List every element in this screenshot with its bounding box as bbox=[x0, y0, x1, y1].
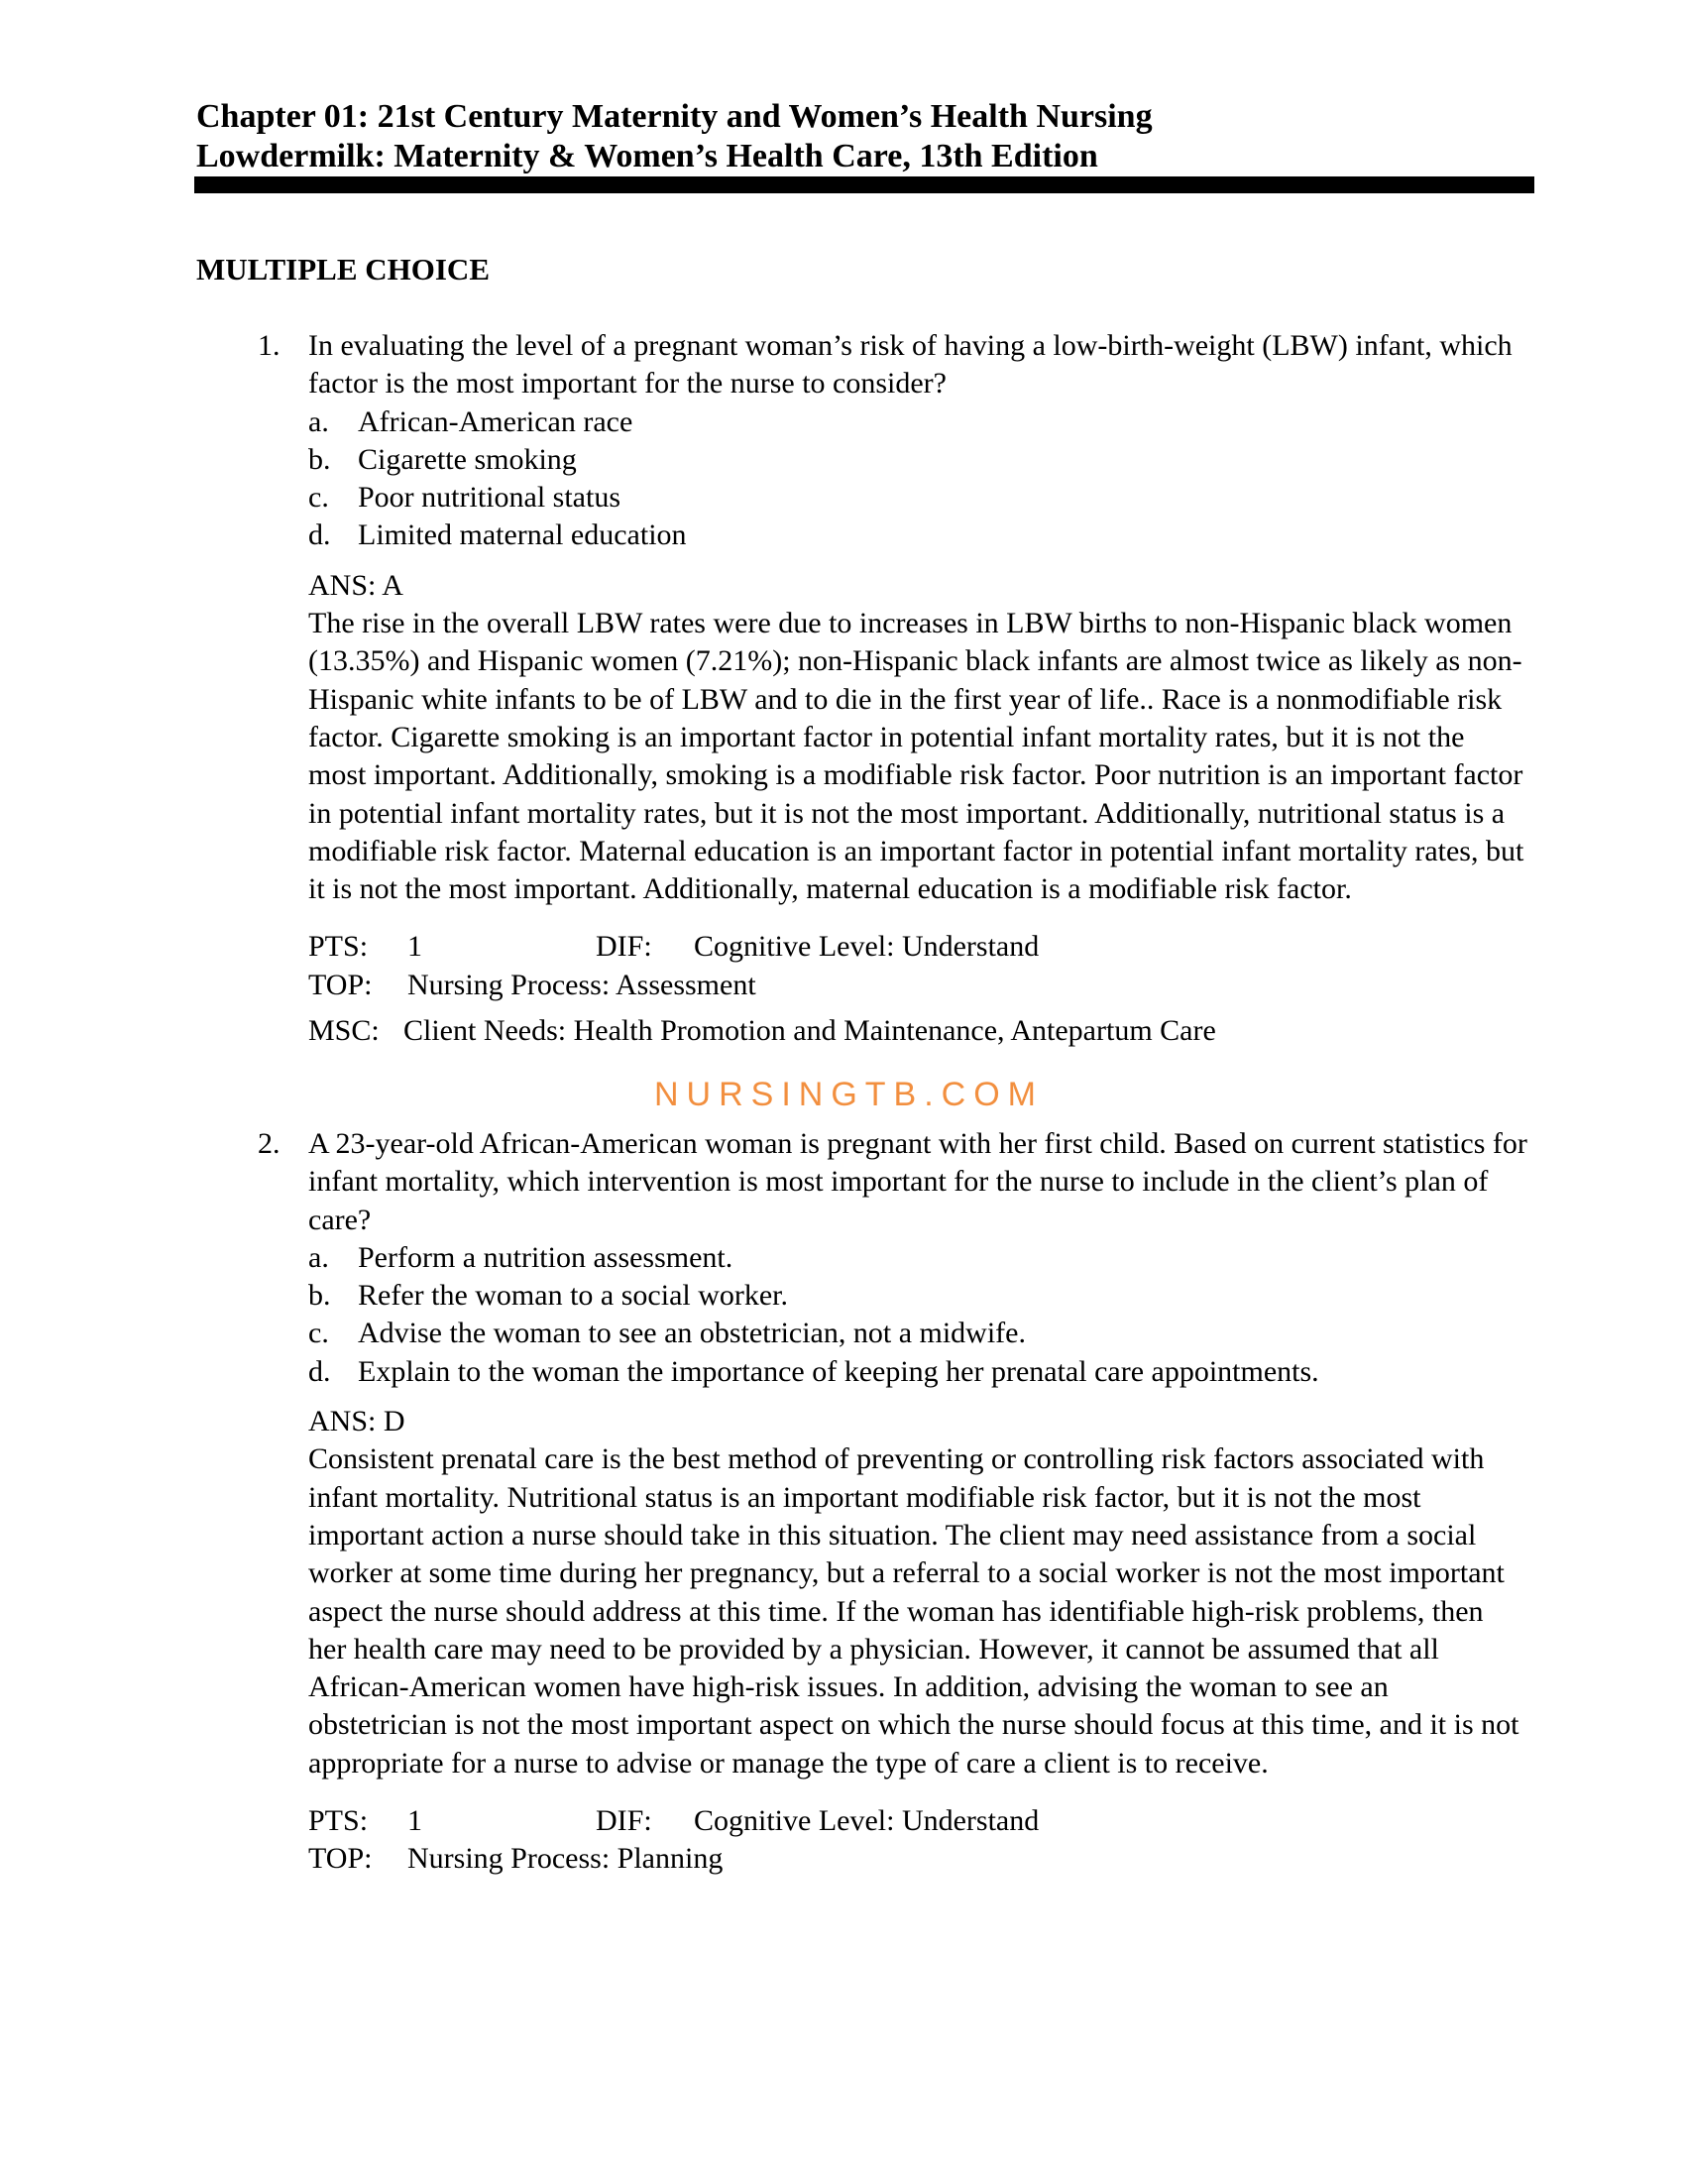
question-stem: In evaluating the level of a pregnant woman’s risk of having a low-birth-weight (LBW) infant, which factor is the most important for the nurse to consider? bbox=[308, 329, 1513, 401]
option-letter: d. bbox=[308, 518, 331, 552]
option-c bbox=[308, 479, 1546, 517]
answer: ANS: D bbox=[308, 1405, 405, 1438]
option-text: Poor nutritional status bbox=[358, 481, 620, 515]
top-label: TOP: bbox=[308, 1842, 373, 1876]
pts-dif-row bbox=[308, 1802, 1546, 1840]
option-text: Cigarette smoking bbox=[358, 442, 577, 476]
option-text: Refer the woman to a social worker. bbox=[358, 1279, 789, 1313]
book-title: Lowdermilk: Maternity & Women’s Health Care, 13th Edition bbox=[196, 138, 1098, 174]
rationale: Consistent prenatal care is the best method of preventing or controlling risk factors associated with infant mortality. Nutritional status is an important modifiable risk factor, but it is not the most important action a nurse should take in this situation. The client may need assistance from a social worker at some time during her pregnancy, but a referral to a social worker is not the most important aspect the nurse should address at this time. If the woman has identifiable high-risk problems, then her health care may need to be provided by a physician. However, it cannot be assumed that all African-American women have high-risk issues. In addition, advising the woman to see an obstetrician is not the most important aspect on which the nurse should focus at this time, and it is not appropriate for a nurse to advise or manage the type of care a client is to receive. bbox=[308, 1442, 1519, 1780]
option-b bbox=[308, 1277, 1546, 1315]
top-value: Nursing Process: Assessment bbox=[407, 968, 756, 1001]
option-d bbox=[308, 517, 1546, 554]
top-row bbox=[308, 1840, 1546, 1878]
option-text: Limited maternal education bbox=[358, 518, 687, 552]
msc-label: MSC: bbox=[308, 1014, 380, 1048]
option-letter: b. bbox=[308, 1279, 331, 1313]
option-d bbox=[308, 1353, 1546, 1391]
option-letter: c. bbox=[308, 481, 329, 515]
pts-label: PTS: bbox=[308, 930, 369, 964]
rationale: The rise in the overall LBW rates were due to increases in LBW births to non-Hispanic black women (13.35%) and Hispanic women (7.21%); non-Hispanic black infants are almost twice as likely as non-Hispanic white infants to be of LBW and to die in the first year of life.. Race is a nonmodifiable risk factor. Cigarette smoking is an important factor in potential infant mortality rates, but it is not the most important. Additionally, smoking is a modifiable risk factor. Poor nutrition is an important factor in potential infant mortality rates, but it is not the most important. Additionally, nutritional status is a modifiable risk factor. Maternal education is an important factor in potential infant mortality rates, but it is not the most important. Additionally, maternal education is a modifiable risk factor. bbox=[308, 607, 1524, 906]
option-a bbox=[308, 1239, 1546, 1277]
option-text: Explain to the woman the importance of keeping her prenatal care appointments. bbox=[358, 1354, 1319, 1388]
question-number: 2. bbox=[258, 1127, 281, 1160]
option-letter: a. bbox=[308, 404, 329, 438]
top-row bbox=[308, 967, 1546, 1004]
option-text: Perform a nutrition assessment. bbox=[358, 1240, 733, 1274]
dif-value: Cognitive Level: Understand bbox=[694, 930, 1040, 964]
question-number: 1. bbox=[258, 329, 281, 362]
pts-label: PTS: bbox=[308, 1804, 369, 1838]
top-label: TOP: bbox=[308, 968, 373, 1001]
pts-value: 1 bbox=[407, 930, 422, 964]
option-letter: d. bbox=[308, 1354, 331, 1388]
top-value: Nursing Process: Planning bbox=[407, 1842, 724, 1876]
watermark: NURSINGTB.COM bbox=[654, 1076, 1044, 1113]
option-text: Advise the woman to see an obstetrician, not a midwife. bbox=[358, 1317, 1026, 1350]
dif-label: DIF: bbox=[596, 1804, 652, 1838]
question-meta bbox=[308, 928, 1546, 1050]
document-header bbox=[196, 97, 1534, 176]
pts-value: 1 bbox=[407, 1804, 422, 1838]
msc-value: Client Needs: Health Promotion and Maintenance, Antepartum Care bbox=[403, 1014, 1216, 1048]
question-meta bbox=[308, 1802, 1546, 1879]
chapter-title: Chapter 01: 21st Century Maternity and Women’s Health Nursing bbox=[196, 98, 1153, 135]
option-text: African-American race bbox=[358, 404, 633, 438]
option-b bbox=[308, 441, 1546, 479]
option-letter: a. bbox=[308, 1240, 329, 1274]
question-1 bbox=[258, 327, 1546, 1050]
pts-dif-row bbox=[308, 928, 1546, 966]
option-a bbox=[308, 403, 1546, 441]
option-c bbox=[308, 1315, 1546, 1352]
option-letter: c. bbox=[308, 1317, 329, 1350]
question-stem: A 23-year-old African-American woman is pregnant with her first child. Based on current statistics for infant mortality, which intervention is most important for the nurse to include in the client’s plan of care? bbox=[308, 1127, 1527, 1236]
section-title: MULTIPLE CHOICE bbox=[196, 252, 490, 287]
dif-value: Cognitive Level: Understand bbox=[694, 1804, 1040, 1838]
dif-label: DIF: bbox=[596, 930, 652, 964]
option-letter: b. bbox=[308, 442, 331, 476]
msc-row bbox=[308, 1012, 1546, 1050]
answer: ANS: A bbox=[308, 568, 403, 602]
question-2 bbox=[258, 1125, 1546, 1879]
header-rule bbox=[194, 176, 1534, 193]
